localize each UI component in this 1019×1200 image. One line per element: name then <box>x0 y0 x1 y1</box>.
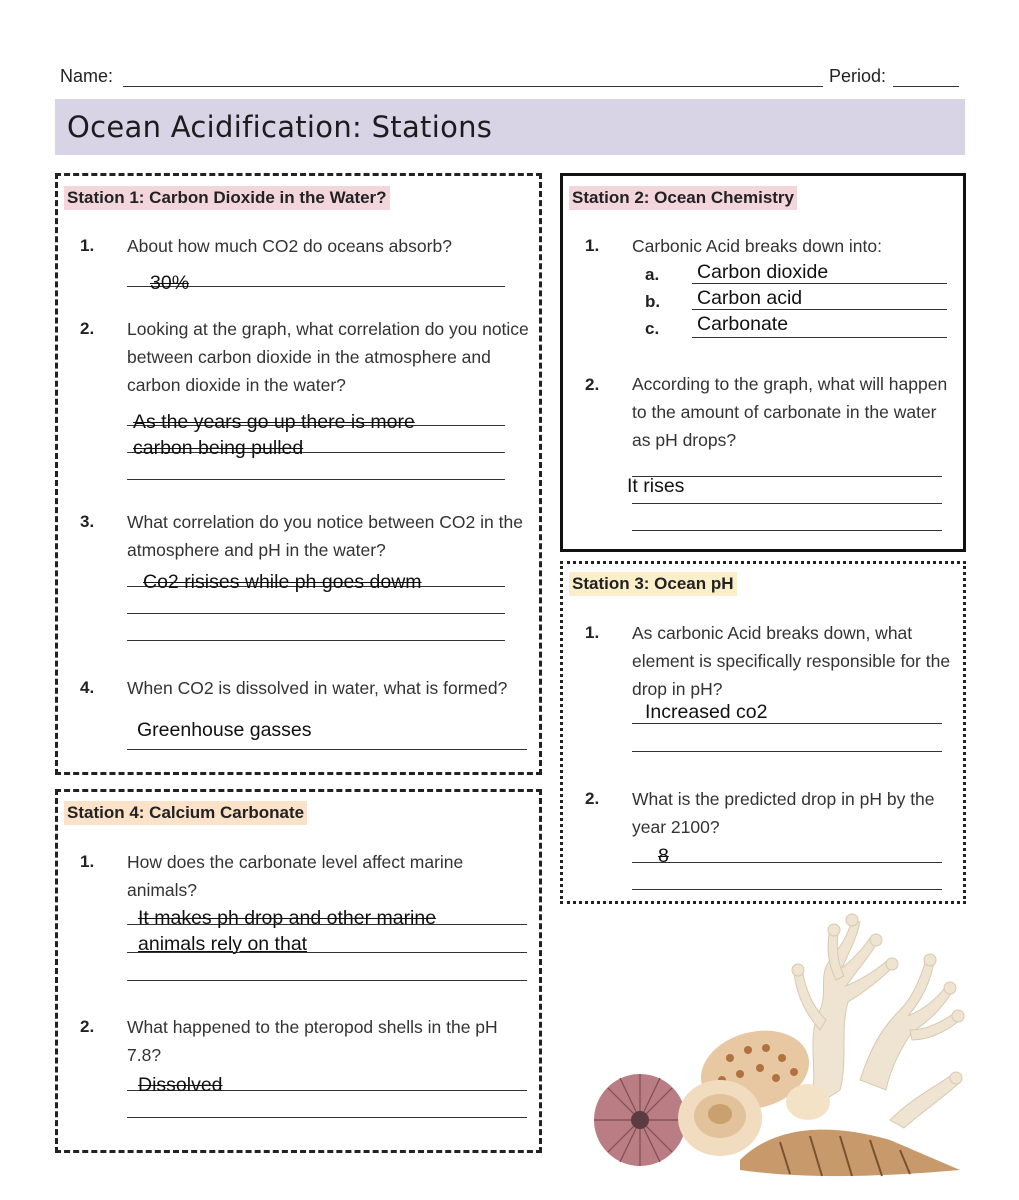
answer-line[interactable] <box>127 980 527 981</box>
answer-line[interactable] <box>632 530 942 531</box>
page-title: Ocean Acidification: Stations <box>67 110 493 144</box>
answer-text: Carbonate <box>697 313 789 335</box>
answer-line[interactable] <box>127 613 505 614</box>
seashell-coral-image <box>590 880 970 1180</box>
answer-line[interactable] <box>127 640 505 641</box>
answer-text: animals rely on that <box>138 933 308 955</box>
answer-text: 30% <box>150 272 190 294</box>
question-number: 2. <box>585 789 600 808</box>
answer-text: It rises <box>627 475 685 497</box>
question-text: What happened to the pteropod shells in the pH 7.8? <box>127 1017 498 1065</box>
answer-line[interactable] <box>692 337 947 338</box>
answer-text: Carbon acid <box>697 287 803 309</box>
answer-text: It makes ph drop and other marine <box>138 907 437 929</box>
station-4-box <box>55 789 542 1153</box>
station-3-title: Station 3: Ocean pH <box>569 572 737 596</box>
question-number: 3. <box>80 512 95 531</box>
answer-text: carbon being pulled <box>133 437 304 459</box>
name-blank[interactable] <box>123 86 823 87</box>
answer-text: Co2 risises while ph goes dowm <box>143 571 422 593</box>
period-label: Period: <box>829 66 887 86</box>
answer-line[interactable] <box>127 749 527 750</box>
question-text: When CO2 is dissolved in water, what is formed? <box>127 678 508 698</box>
station-4-title: Station 4: Calcium Carbonate <box>64 801 307 825</box>
station-1-title: Station 1: Carbon Dioxide in the Water? <box>64 186 390 210</box>
period-blank[interactable] <box>893 86 959 87</box>
answer-text: Carbon dioxide <box>697 261 829 283</box>
answer-line[interactable] <box>127 1117 527 1118</box>
question-number: 1. <box>80 236 95 255</box>
question-text: About how much CO2 do oceans absorb? <box>127 236 452 256</box>
question-text: What is the predicted drop in pH by the year 2100? <box>632 789 935 837</box>
station-2-title: Station 2: Ocean Chemistry <box>569 186 797 210</box>
question-text: Looking at the graph, what correlation do you notice between carbon dioxide in the atmosphere and carbon dioxide in the water? <box>127 319 529 395</box>
question-number: 2. <box>80 319 95 338</box>
answer-line[interactable] <box>632 862 942 863</box>
question-number: 2. <box>585 375 600 394</box>
answer-line[interactable] <box>632 751 942 752</box>
question-number: 1. <box>80 852 95 871</box>
question-text: How does the carbonate level affect marine animals? <box>127 852 464 900</box>
answer-text: Greenhouse gasses <box>137 719 312 741</box>
sub-label: a. <box>645 265 660 284</box>
question-number: 4. <box>80 678 95 697</box>
question-number: 1. <box>585 236 600 255</box>
station-3-box <box>560 561 966 904</box>
question-text: Carbonic Acid breaks down into: <box>632 236 882 256</box>
question-text: As carbonic Acid breaks down, what element is specifically responsible for the drop in pH? <box>632 623 951 699</box>
name-label: Name: <box>60 66 114 86</box>
answer-text: Dissolved <box>138 1074 223 1096</box>
question-text: What correlation do you notice between CO2 in the atmosphere and pH in the water? <box>127 512 523 560</box>
sub-label: c. <box>645 319 660 338</box>
answer-text: 8 <box>658 845 669 867</box>
answer-text: Increased co2 <box>645 701 768 723</box>
answer-line[interactable] <box>127 479 505 480</box>
question-number: 2. <box>80 1017 95 1036</box>
question-number: 1. <box>585 623 600 642</box>
question-text: According to the graph, what will happen to the amount of carbonate in the water as pH drops? <box>632 374 948 450</box>
answer-text: As the years go up there is more <box>133 411 415 433</box>
sub-label: b. <box>645 292 661 311</box>
answer-line[interactable] <box>632 503 942 504</box>
station-2-box <box>560 173 966 552</box>
